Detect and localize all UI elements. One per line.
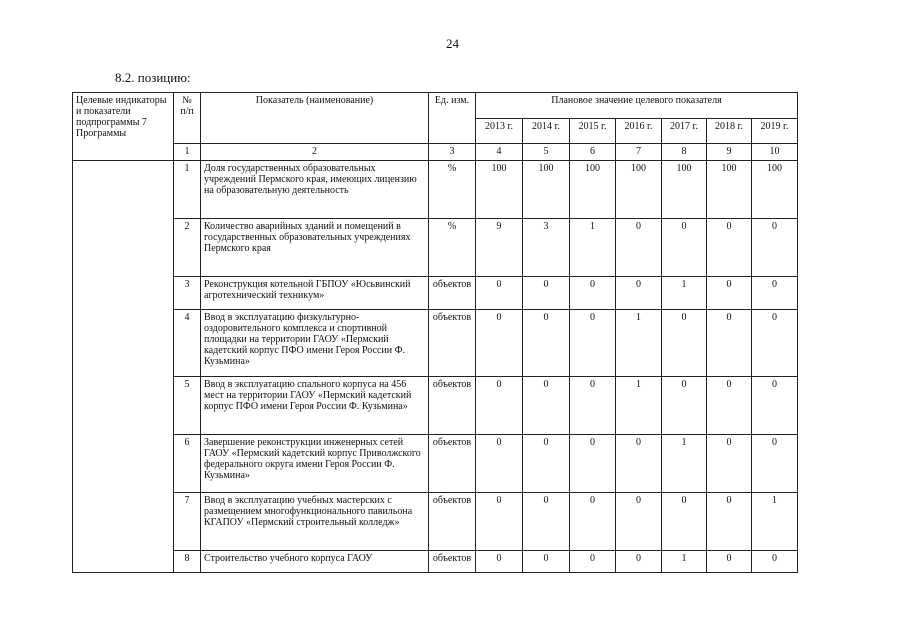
table-row bbox=[73, 493, 798, 551]
row-number: 2 bbox=[174, 219, 201, 277]
indicator-name: Ввод в эксплуатацию спального корпуса на 456 мест на территории ГАОУ «Пермский кадетский корпус ПФО имени Героя России Ф. Кузьмина» bbox=[201, 377, 429, 435]
indicator-name: Реконструкция котельной ГБПОУ «Юсьвинский агротехнический техникум» bbox=[201, 277, 429, 310]
value-cell: 0 bbox=[476, 310, 523, 377]
value-cell: 0 bbox=[570, 435, 616, 493]
value-cell: 100 bbox=[570, 161, 616, 219]
first-column-cell bbox=[73, 219, 174, 277]
column-number: 3 bbox=[429, 144, 476, 161]
column-number: 4 bbox=[476, 144, 523, 161]
value-cell: 0 bbox=[616, 219, 662, 277]
first-column-cell bbox=[73, 551, 174, 573]
value-cell: 0 bbox=[752, 435, 798, 493]
year-header: 2018 г. bbox=[707, 119, 752, 144]
first-column-cell bbox=[73, 493, 174, 551]
value-cell: 1 bbox=[616, 377, 662, 435]
value-cell: 100 bbox=[707, 161, 752, 219]
indicator-name: Доля государственных образовательных учреждений Пермского края, имеющих лицензию на образовательную деятельность bbox=[201, 161, 429, 219]
table-row bbox=[73, 219, 798, 277]
value-cell: 0 bbox=[616, 551, 662, 573]
value-cell: 0 bbox=[707, 277, 752, 310]
header-planned: Плановое значение целевого показателя bbox=[476, 93, 798, 119]
header-num: № п/п bbox=[174, 93, 201, 144]
value-cell: 0 bbox=[707, 377, 752, 435]
value-cell: 9 bbox=[476, 219, 523, 277]
value-cell: 0 bbox=[752, 277, 798, 310]
unit-cell: объектов bbox=[429, 551, 476, 573]
value-cell: 0 bbox=[616, 277, 662, 310]
year-header: 2016 г. bbox=[616, 119, 662, 144]
year-header: 2019 г. bbox=[752, 119, 798, 144]
row-number: 4 bbox=[174, 310, 201, 377]
value-cell: 0 bbox=[476, 277, 523, 310]
column-number: 2 bbox=[201, 144, 429, 161]
table-row bbox=[73, 161, 798, 219]
first-column-cell bbox=[73, 377, 174, 435]
value-cell: 0 bbox=[707, 219, 752, 277]
year-header: 2013 г. bbox=[476, 119, 523, 144]
row-number: 5 bbox=[174, 377, 201, 435]
unit-cell: объектов bbox=[429, 493, 476, 551]
table-row bbox=[73, 310, 798, 377]
year-header: 2014 г. bbox=[523, 119, 570, 144]
value-cell: 0 bbox=[752, 377, 798, 435]
indicator-name: Ввод в эксплуатацию физкультурно-оздоровительного комплекса и спортивной площадки на территории ГАОУ «Пермский кадетский корпус ПФО имени Героя России Ф. Кузьмина» bbox=[201, 310, 429, 377]
column-number: 5 bbox=[523, 144, 570, 161]
value-cell: 0 bbox=[707, 435, 752, 493]
indicator-name: Количество аварийных зданий и помещений в государственных образовательных учреждениях Пермского края bbox=[201, 219, 429, 277]
unit-cell: % bbox=[429, 161, 476, 219]
value-cell: 0 bbox=[523, 435, 570, 493]
column-number: 9 bbox=[707, 144, 752, 161]
value-cell: 0 bbox=[662, 493, 707, 551]
indicator-name: Ввод в эксплуатацию учебных мастерских с размещением многофункционального павильона КГАПОУ «Пермский строительный колледж» bbox=[201, 493, 429, 551]
value-cell: 100 bbox=[476, 161, 523, 219]
table-row bbox=[73, 377, 798, 435]
value-cell: 100 bbox=[662, 161, 707, 219]
first-column-label: Целевые индикаторы и показатели подпрограммы 7 Программы bbox=[73, 93, 174, 161]
indicator-name: Завершение реконструкции инженерных сетей ГАОУ «Пермский кадетский корпус Приволжского федерального округа имени Героя России Ф. Кузьмина» bbox=[201, 435, 429, 493]
indicators-table bbox=[72, 92, 798, 573]
unit-cell: объектов bbox=[429, 310, 476, 377]
table-row bbox=[73, 435, 798, 493]
value-cell: 100 bbox=[616, 161, 662, 219]
column-number: 7 bbox=[616, 144, 662, 161]
value-cell: 0 bbox=[570, 493, 616, 551]
value-cell: 100 bbox=[752, 161, 798, 219]
value-cell: 100 bbox=[523, 161, 570, 219]
row-number: 8 bbox=[174, 551, 201, 573]
page-number: 24 bbox=[446, 36, 459, 51]
row-number: 6 bbox=[174, 435, 201, 493]
value-cell: 1 bbox=[570, 219, 616, 277]
first-column-cell bbox=[73, 161, 174, 219]
first-column-cell bbox=[73, 310, 174, 377]
unit-cell: % bbox=[429, 219, 476, 277]
value-cell: 0 bbox=[570, 551, 616, 573]
value-cell: 3 bbox=[523, 219, 570, 277]
year-header: 2017 г. bbox=[662, 119, 707, 144]
value-cell: 0 bbox=[523, 551, 570, 573]
column-number: 1 bbox=[174, 144, 201, 161]
column-number: 10 bbox=[752, 144, 798, 161]
header-unit: Ед. изм. bbox=[429, 93, 476, 144]
value-cell: 0 bbox=[476, 435, 523, 493]
value-cell: 0 bbox=[616, 493, 662, 551]
value-cell: 0 bbox=[707, 310, 752, 377]
value-cell: 0 bbox=[616, 435, 662, 493]
value-cell: 0 bbox=[523, 277, 570, 310]
value-cell: 0 bbox=[662, 310, 707, 377]
value-cell: 0 bbox=[570, 377, 616, 435]
row-number: 7 bbox=[174, 493, 201, 551]
value-cell: 1 bbox=[662, 551, 707, 573]
column-number: 6 bbox=[570, 144, 616, 161]
table-row bbox=[73, 277, 798, 310]
header-indicator: Показатель (наименование) bbox=[201, 93, 429, 144]
value-cell: 0 bbox=[523, 310, 570, 377]
position-label: 8.2. позицию: bbox=[115, 70, 191, 85]
table-row bbox=[73, 551, 798, 573]
year-header: 2015 г. bbox=[570, 119, 616, 144]
unit-cell: объектов bbox=[429, 435, 476, 493]
first-column-cell bbox=[73, 277, 174, 310]
table-body bbox=[73, 93, 798, 573]
value-cell: 1 bbox=[752, 493, 798, 551]
value-cell: 0 bbox=[476, 377, 523, 435]
value-cell: 0 bbox=[476, 551, 523, 573]
value-cell: 1 bbox=[616, 310, 662, 377]
value-cell: 1 bbox=[662, 435, 707, 493]
value-cell: 0 bbox=[570, 310, 616, 377]
row-number: 1 bbox=[174, 161, 201, 219]
value-cell: 0 bbox=[752, 551, 798, 573]
indicator-name: Строительство учебного корпуса ГАОУ bbox=[201, 551, 429, 573]
row-number: 3 bbox=[174, 277, 201, 310]
header-column-numbers-row bbox=[73, 144, 798, 161]
value-cell: 0 bbox=[707, 551, 752, 573]
column-number: 8 bbox=[662, 144, 707, 161]
value-cell: 0 bbox=[523, 377, 570, 435]
value-cell: 0 bbox=[707, 493, 752, 551]
value-cell: 0 bbox=[752, 310, 798, 377]
value-cell: 0 bbox=[662, 377, 707, 435]
value-cell: 0 bbox=[476, 493, 523, 551]
header-row-1 bbox=[73, 93, 798, 119]
value-cell: 0 bbox=[662, 219, 707, 277]
value-cell: 0 bbox=[523, 493, 570, 551]
value-cell: 0 bbox=[570, 277, 616, 310]
value-cell: 1 bbox=[662, 277, 707, 310]
value-cell: 0 bbox=[752, 219, 798, 277]
first-column-cell bbox=[73, 435, 174, 493]
unit-cell: объектов bbox=[429, 277, 476, 310]
unit-cell: объектов bbox=[429, 377, 476, 435]
